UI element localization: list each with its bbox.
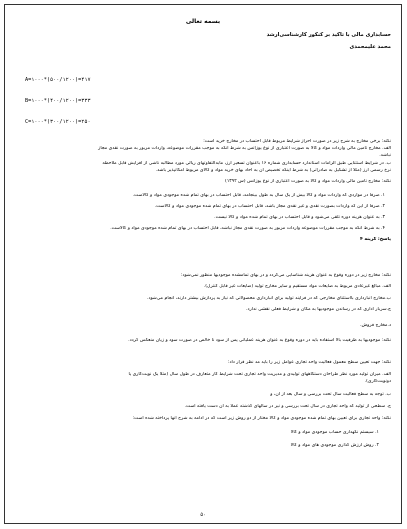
paragraph-line: ب.مخارج انبارداری بااستثنای مخارجی که در فرایند تولید برای انبارداری محصولاتی که نیاز به پردازش بیشتر دارند، انجام می‌شود. [147, 296, 391, 301]
option-line: ۴. به شرط آنکه به موجب مقررات موضوعه واردات مزبور به صورت نقدی مجاز نباشد، قابل احتساب در بهای تمام شده موجودی مواد و کالاست. [110, 226, 385, 231]
paragraph-line: ج.سربار اداری که در رساندن موجودیها به مکان و شرایط فعلی نقشی ندارد. [246, 307, 391, 312]
option-line: ۲. صرفاً از این که واردات بصورت نقدی و غیر نقدی مجاز باشد، قابل احتساب در بهای تمام شده موجودی مواد و کالاست. [154, 204, 385, 209]
author-name: محمد علیمحمدی [349, 44, 391, 50]
paragraph-line: نباشد. [379, 153, 391, 158]
paragraph-line: نکته: جهت تعیین سطح معمول فعالیت واحد تجاری عوامل زیر را باید مد نظر قرار داد: [227, 360, 391, 365]
paragraph-line: ب. در شرایط استثنایی طبق الزامات استاندارد حسابداری شماره ۱۶ باعنوان تسعیر ارز، مابه‌التفاوتهای ریالی مورد مطالبه ناشی از افزایش قابل ملاحظه [102, 161, 391, 166]
page-number: ۵۰ [200, 512, 206, 518]
paragraph-line: نکته: مخارج تامین مالی واردات مواد و کالا به صورت اعتباری از نوع یوزانس (س ۱۳۹۲) [225, 179, 391, 184]
formula-c: C=۱۰۰۰*(۳۰۰/۱۲۰۰)=۲۵۰ [25, 119, 91, 125]
paragraph-line: ب. توجه به سطح فعالیت سال تحت بررسی و سال بعد از آن، و [270, 392, 391, 397]
option-line: ۱. صرفاً در مواردی که واردات مواد و کالا بیش از یک سال به طول بینجامد، قابل احتساب در بهای تمام شده موجودی مواد و کالاست. [132, 193, 385, 198]
paragraph-line: الف. مبالغ غیرعادی مربوط به ضایعات مواد مستقیم و سایر مخارج تولید (ضایعات غیر قابل کنترل). [203, 284, 391, 289]
paragraph-line: دونوبت‌کاری). [364, 379, 391, 384]
list-item: ۱. سیستم نگهداری حساب موجودی مواد و کالا [290, 430, 379, 435]
book-title: حسابداری مالی با تاکید بر کنکور کارشناسی‌ارشد [266, 32, 391, 38]
paragraph-line: نکته: واحد تجاری برای تعیین بهای تمام شده موجودی مواد و کالا مختار از دو روش زیر است که در ادامه به شرح آنها پرداخته شده است: [132, 416, 391, 421]
answer-line: پاسخ: گزینه ۴ [359, 237, 391, 242]
paragraph-line: الف. میزان تولید مورد نظر طراحان دستگاههای تولیدی و مدیریت واحد تجاری تحت شرایط کار متعارف در طول سال (مثلاً یک نوبت‌کاری یا [128, 372, 391, 377]
paragraph-line: نکته: مخارج زیر در دوره وقوع به عنوان هزینه شناسایی می‌گردد و در بهای تمامشده موجودیها منظور نمی‌شود: [180, 273, 391, 278]
paragraph-line: نکته: برخی مخارج به شرح زیر در صورت احراز شرایط مربوط قابل احتساب در مخارج خرید است: [203, 139, 391, 144]
list-item: ۲. روش ارزش گذاری موجودی های مواد و کالا [290, 443, 379, 448]
formula-a: A=۱۰۰۰*(۵۰۰/۱۲۰۰)=۴۱۷ [25, 77, 91, 83]
document-page [4, 4, 402, 524]
paragraph-line: نکته: موجودیها به ظرفیت بالا استفاده باید در دوره وقوع به عنوان هزینه عملیاتی پس از سود نا خالص در صورت سود و زیان منعکس گردد. [128, 338, 391, 343]
page-title: بسمه تعالی [185, 18, 221, 25]
paragraph-line: د.مخارج فروش. [360, 323, 391, 328]
option-line: ۳. به عنوان هزینه دوره تلقی می‌شود و قابل احتساب در بهای تمام شده مواد و کالا نیست. [214, 215, 385, 220]
paragraph-line: ج. سطحی از تولید که واحد تجاری در سال تحت بررسی و نیز در سالهای گذشته عملاً به آن دست یافته است. [184, 404, 391, 409]
paragraph-line: نرخ رسمی ارز (مثلاً از تشکیل به صادراتی) به شرط اینکه تخصیص آن به آحاد بهای خرید مواد و کالای مربوط امکانپذیر باشد. [155, 168, 391, 173]
formula-b: B=۱۰۰۰*(۴۰۰/۱۲۰۰)=۳۳۳ [25, 98, 91, 104]
paragraph-line: الف. مخارج تأمین مالی واردات مواد و کالا به صورت اعتباری از نوع یوزانس به شرط آنکه به موجب مقررات موضوعه، واردات مزبور به صورت نقدی مجاز [98, 146, 391, 151]
